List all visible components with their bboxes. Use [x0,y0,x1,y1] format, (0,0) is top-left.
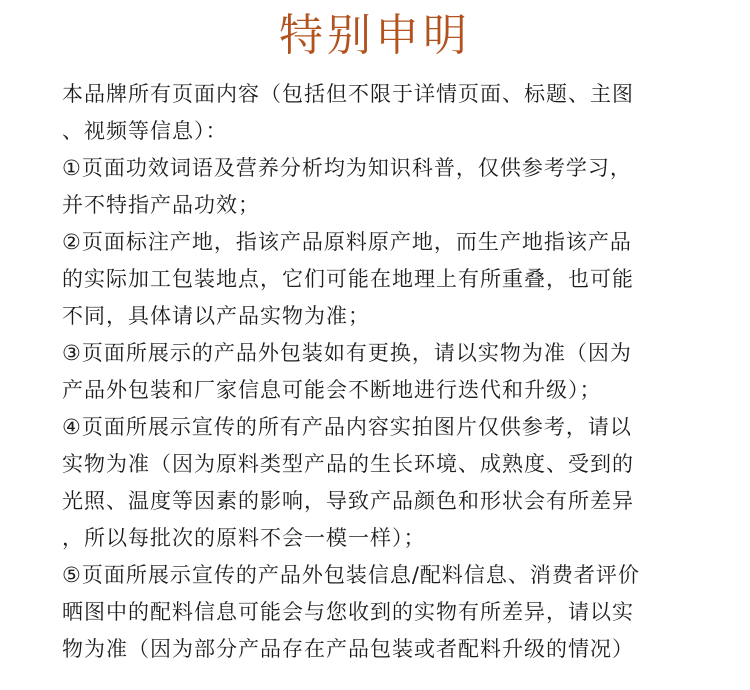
text-line: 实物为准（因为原料类型产品的生长环境、成熟度、受到的 [62,452,634,476]
text-line: 晒图中的配料信息可能会与您收到的实物有所差异，请以实 [62,600,634,624]
text-line: 物为准（因为部分产品存在产品包装或者配料升级的情况） [62,637,634,661]
text-line: 并不特指产品功效； [62,193,260,217]
text-line: ②页面标注产地，指该产品原料原产地，而生产地指该产品 [62,230,632,254]
text-line: 不同，具体请以产品实物为准； [62,304,370,328]
text-line: 光照、温度等因素的影响，导致产品颜色和形状会有所差异 [62,489,634,513]
text-line: ，所以每批次的原料不会一模一样）； [62,526,426,550]
text-line: 本品牌所有页面内容（包括但不限于详情页面、标题、主图 [62,82,634,106]
text-line: ③页面所展示的产品外包装如有更换，请以实物为准（因为 [62,341,632,365]
page-title: 特别申明 [279,10,471,61]
text-line: 、视频等信息）： [62,119,228,143]
text-line: ①页面功效词语及营养分析均为知识科普，仅供参考学习， [62,156,632,180]
text-line: 的实际加工包装地点，它们可能在地理上有所重叠，也可能 [62,267,634,291]
text-line: ④页面所展示宣传的所有产品内容实拍图片仅供参考，请以 [62,415,632,439]
text-line: ⑤页面所展示宣传的产品外包装信息/配料信息、消费者评价 [62,563,640,587]
text-line: 产品外包装和厂家信息可能会不断地进行迭代和升级）； [62,378,602,402]
declaration-body [62,76,702,668]
